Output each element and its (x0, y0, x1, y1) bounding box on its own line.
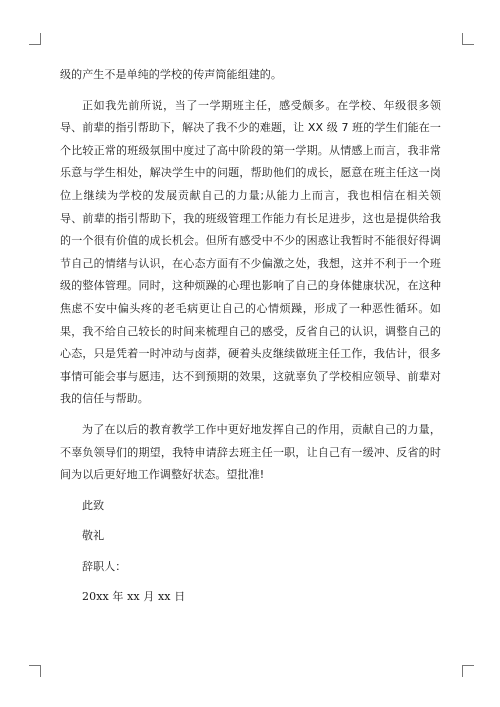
closing-block (60, 495, 441, 609)
paragraph-request: 为了在以后的教育教学工作中更好地发挥自己的作用，贡献自己的力量，不辜负领导们的期望，我特申请辞去班主任一职，让自己有一缓冲、反省的时间为以后更好地工作调整好状态。望批准! (60, 422, 441, 482)
crop-mark-bottom-right (462, 665, 474, 677)
document-body (60, 64, 441, 609)
crop-mark-bottom-left (29, 665, 41, 677)
crop-mark-top-left (29, 33, 41, 45)
signature-date: 20xx 年 xx 月 xx 日 (82, 590, 186, 604)
crop-mark-top-right (462, 33, 474, 45)
paragraph-continuation: 级的产生不是单纯的学校的传声筒能组建的。 (60, 68, 282, 81)
closing-salutation: 此致 (82, 498, 105, 512)
closing-respect: 敬礼 (82, 529, 105, 543)
paragraph-main: 正如我先前所说，当了一学期班主任，感受颇多。在学校、年级很多领导、前辈的指引帮助下，解决了我不少的难题，让 XX 级 7 班的学生们能在一个比较正常的班级氛围中度过了高中阶段的第一学期。从情感上而言，我非常乐意与学生相处，解决学生中的问题，帮助他们的成长，愿意在班主任这一岗位上继续为学校的发展贡献自己的力量;从能力上而言，我也相信在相关领导、前辈的指引帮助下，我的班级管理工作能力有长足进步，这也是提供给我的一个很有价值的成长机会。但所有感受中不少的困惑让我暂时不能很好得调节自己的情绪与认识，在心态方面有不少偏激之处，我想，这并不利于一个班级的整体管理。同时，这种烦躁的心理也影响了自己的身体健康状况，在这种焦虑不安中偏头疼的老毛病更让自己的心情烦躁，形成了一种恶性循环。如果，我不给自己较长的时间来梳理自己的感受，反省自己的认识，调整自己的心态，只是凭着一时冲动与卤莽，硬着头皮继续做班主任工作，我估计，很多事情可能会事与愿违，达不到预期的效果，这就辜负了学校相应领导、前辈对我的信任与帮助。 (60, 98, 441, 406)
signature-label: 辞职人： (82, 559, 127, 573)
